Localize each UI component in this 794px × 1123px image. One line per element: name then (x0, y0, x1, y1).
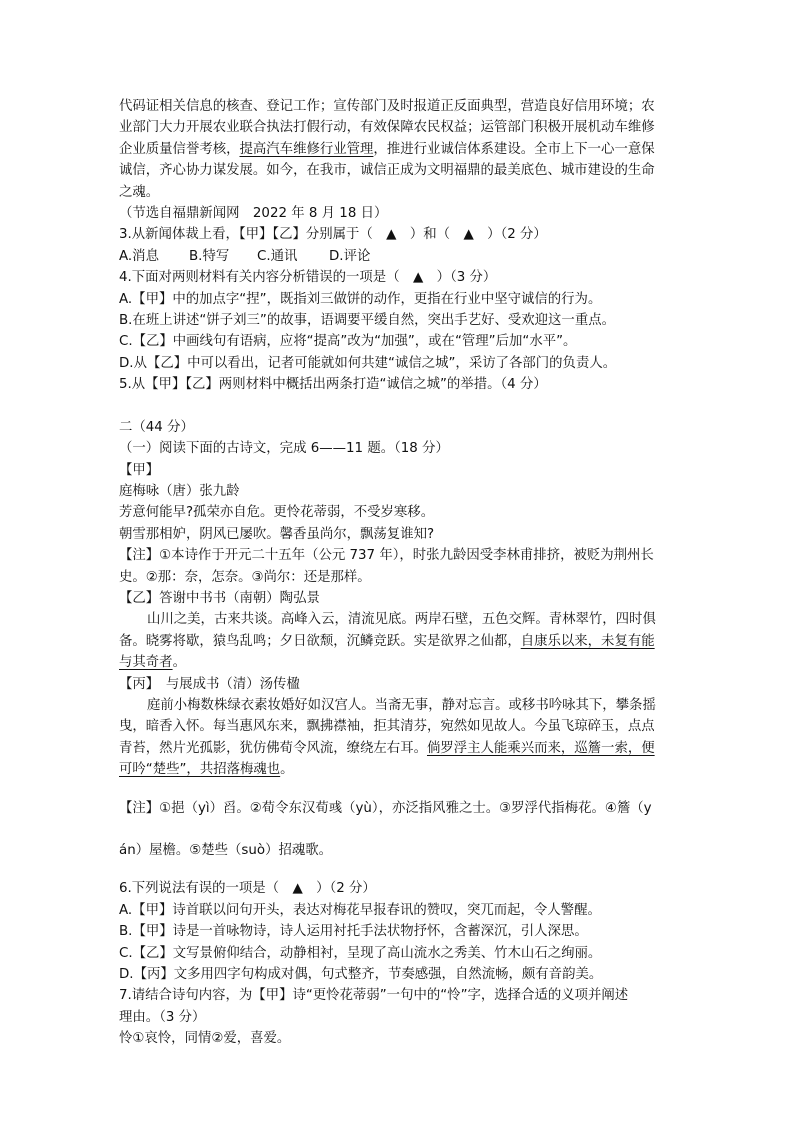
question-4-stem: 4.下面对两则材料有关内容分析错误的一项是（ ▲ ）（3 分） (119, 270, 497, 286)
text-bing-title: 【丙】 与展成书（清）汤传楹 (119, 676, 300, 692)
option-c: C.【乙】中画线句有语病，应将“提高”改为“加强”，或在“管理”后加“水平”。 (119, 334, 577, 350)
question-3-stem: 3.从新闻体裁上看，【甲】【乙】分别属于（ ▲ ）和（ ▲ ）（2 分） (119, 227, 547, 243)
question-7-meanings: 怜①哀怜，同情②爱，喜爱。 (119, 1031, 291, 1047)
question-6-stem: 6.下列说法有误的一项是（ ▲ ）（2 分） (119, 881, 376, 897)
question-7-stem: 7.请结合诗句内容，为【甲】诗“更怜花蒂弱”一句中的“怜”字，选择合适的义项并阐述 (119, 988, 629, 1004)
prose-line: 备。晓雾将歇，猿鸟乱鸣；夕日欲颓，沉鳞竞跃。实是欲界之仙都，自康乐以来，未复有能 (119, 633, 655, 649)
prose-line: 可吟“楚些”，共招落梅魂也。 (119, 762, 294, 778)
prose-line: 山川之美，古来共谈。高峰入云，清流见底。两岸石壁，五色交辉。青林翠竹，四时俱 (147, 612, 656, 628)
poem-line: 朝雪那相妒，阴风已屡吹。馨香虽尚尔，飘荡复谁知? (119, 526, 435, 542)
option-b: B.特写 (189, 248, 230, 264)
source-note: （节选自福鼎新闻网 2022 年 8 月 18 日） (119, 206, 388, 222)
question-3-options (119, 246, 675, 267)
note-line: 【注】①本诗作于开元二十五年（公元 737 年），时张九龄因受李林甫排挤，被贬为荆州长 (119, 548, 654, 564)
underlined-sentence: 倘罗浮主人能乘兴而来，巡簷一索，便 (426, 740, 655, 756)
underlined-sentence: 自康乐以来，未复有能 (520, 633, 655, 649)
text-jia-tag: 【甲】 (119, 462, 160, 478)
option-c: C.通讯 (257, 248, 298, 264)
intro-line: 代码证相关信息的核查、登记工作；宣传部门及时报道正反面典型，营造良好信用环境；农 (119, 99, 655, 114)
intro-line: 诚信，齐心协力谋发展。如今，在我市，诚信正成为文明福鼎的最美底色、城市建设的生命 (119, 163, 655, 179)
note-line: án）屋檐。⑤楚些（suò）招魂歌。 (119, 843, 333, 858)
question-5-stem: 5.从【甲】【乙】两则材料中概括出两条打造“诚信之城”的举措。（4 分） (119, 377, 547, 393)
underlined-sentence: 可吟“楚些”，共招落梅魂也 (119, 762, 281, 778)
underlined-sentence: 与其奇者 (119, 655, 173, 671)
poem-line: 芳意何能早?孤荣亦自危。更怜花蒂弱，不受岁寒移。 (119, 505, 435, 521)
underlined-sentence: 提高汽车维修行业管理 (239, 141, 374, 157)
section-subtitle: （一）阅读下面的古诗文，完成 6——11 题。（18 分） (119, 441, 449, 457)
prose-line: 与其奇者。 (119, 655, 186, 671)
poem-title: 庭梅咏（唐）张九龄 (119, 483, 240, 499)
question-7-stem: 理由。（3 分） (119, 1009, 206, 1025)
option-a: A.【甲】诗首联以问句开头，表达对梅花早报春讯的赞叹，突兀而起，令人警醒。 (119, 902, 601, 918)
option-d: D.从【乙】中可以看出，记者可能就如何共建“诚信之城”，采访了各部门的负责人。 (119, 355, 617, 371)
prose-line: 庭前小梅数株绿衣素妆婚好如汉宫人。当斋无事，静对忘言。或移书吟咏其下，攀条摇 (147, 697, 656, 713)
prose-line: 曳，暗香入怀。每当惠风东来，飘拂襟袖，拒其清芬，宛然如见故人。今虽飞琼碎玉，点点 (119, 719, 655, 735)
intro-line: 之魂。 (119, 184, 160, 200)
option-d: D.评论 (329, 248, 371, 264)
option-c: C.【乙】文写景俯仰结合，动静相衬，呈现了高山流水之秀美、竹木山石之绚丽。 (119, 945, 602, 961)
intro-line: 业部门大力开展农业联合执法打假行动，有效保障农民权益；运管部门积极开展机动车维修 (119, 120, 655, 136)
option-a: A.消息 (119, 248, 159, 264)
option-b: B.在班上讲述“饼子刘三”的故事，语调要平缓自然，突出手艺好、受欢迎这一重点。 (119, 313, 615, 329)
intro-line: 企业质量信誉考核，提高汽车维修行业管理，推进行业诚信体系建设。全市上下一心一意保 (119, 141, 655, 157)
option-b: B.【甲】诗是一首咏物诗，诗人运用衬托手法状物抒怀，含蓄深沉，引人深思。 (119, 924, 588, 940)
note-line: 【注】①挹（yì）舀。②荀令东汉荀彧（yù），亦泛指风雅之士。③罗浮代指梅花。④簷（y (119, 800, 652, 816)
option-d: D.【丙】文多用四字句构成对偶，句式整齐，节奏感强，自然流畅，颇有音韵美。 (119, 967, 603, 983)
prose-line: 青苔，然片光孤影，犹仿佛荀令风流，缭绕左右耳。倘罗浮主人能乘兴而来，巡簷一索，便 (119, 740, 655, 756)
section-title: 二（44 分） (119, 419, 194, 435)
note-line: 史。②那：奈，怎奈。③尚尔：还是那样。 (119, 569, 371, 585)
exam-page (119, 96, 675, 1050)
text-yi-title: 【乙】答谢中书书（南朝）陶弘景 (119, 590, 320, 606)
option-a: A.【甲】中的加点字“捏”，既指刘三做饼的动作，更指在行业中坚守诚信的行为。 (119, 291, 602, 307)
